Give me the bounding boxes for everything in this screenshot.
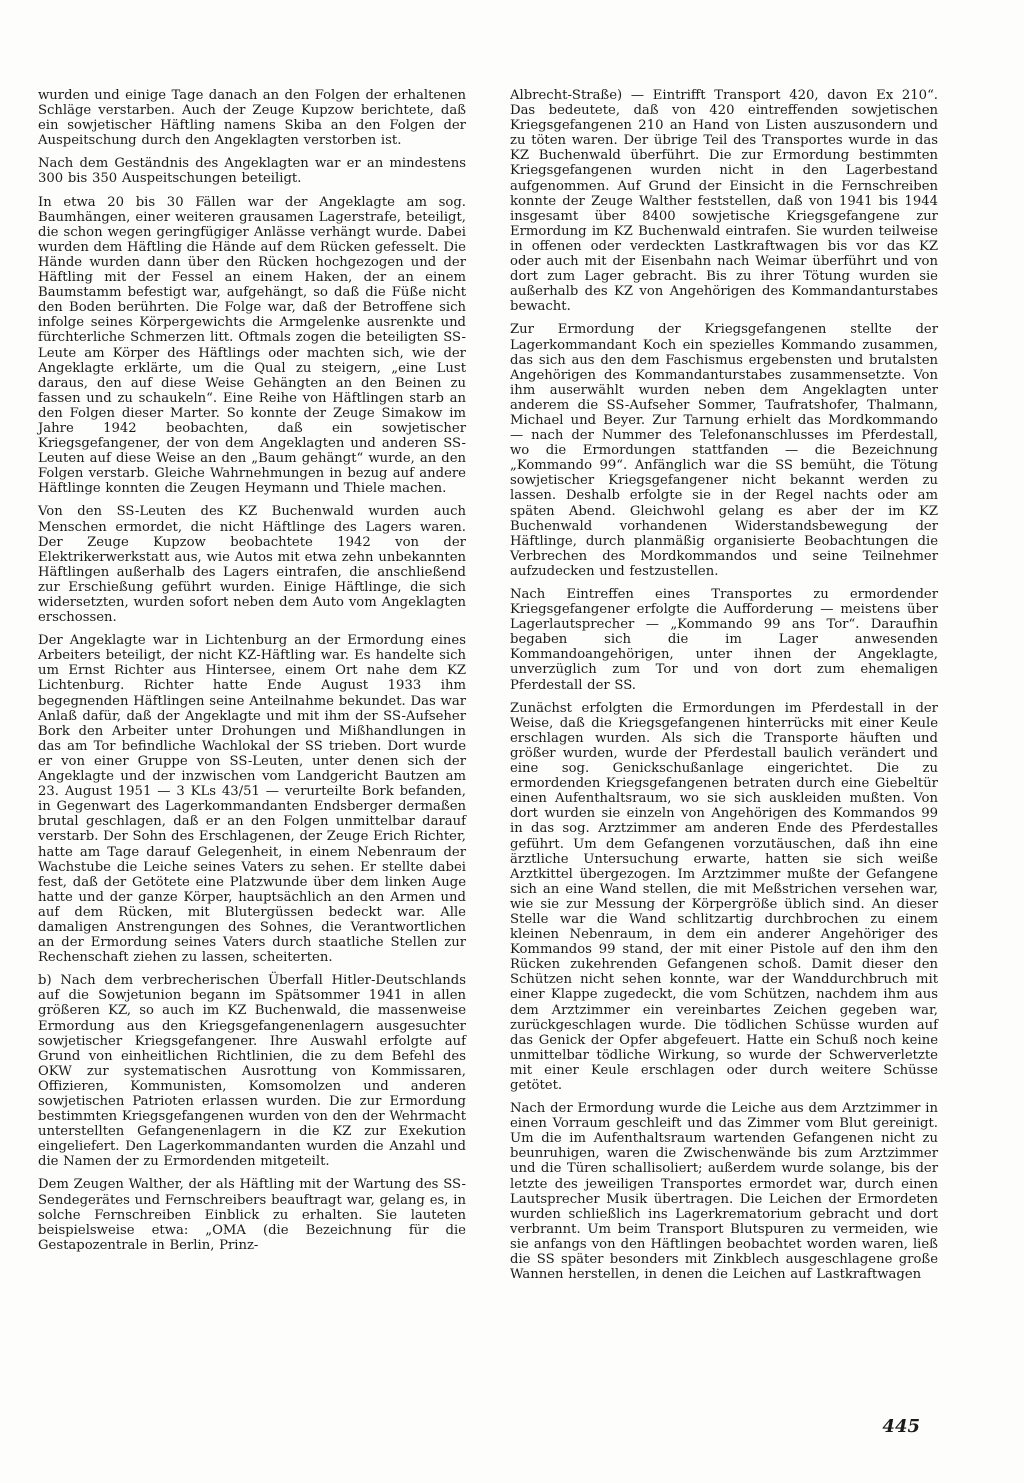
paragraph: Zunächst erfolgten die Ermordungen im Pferdestall in der Weise, daß die Kriegsgefangenen hinterrücks mit einer Keule erschlagen wurden. Als sich die Transporte häuften und größer wurden, wurde der Pferdestall baulich verändert und eine sog. Genickschußanlage eingerichtet. Die zu ermordenden Kriegsgefangenen betraten durch eine Giebeltür einen Aufenthaltsraum, wo sie sich auskleiden mußten. Von dort wurden sie einzeln von Angehörigen des Kommandos 99 in das sog. Arztzimmer am anderen Ende des Pferdestalles geführt. Um dem Gefangenen vorzutäuschen, daß ihn eine ärztliche Untersuchung erwarte, hatten sie sich weiße Arztkittel übergezogen. Im Arztzimmer mußte der Gefangene sich an eine Wand stellen, die mit Meßstrichen versehen war, wie sie zur Messung der Körpergröße üblich sind. An dieser Stelle war die Wand schlitzartig durchbrochen zu einem kleinen Nebenraum, in dem ein anderer Angehöriger des Kommandos 99 stand, der mit einer Pistole auf den ihm den Rücken zukehrenden Gefangenen schoß. Damit dieser den Schützen nicht sehen konnte, war der Wanddurchbruch mit einer Klappe zugedeckt, die vom Schützen, nachdem ihm aus dem Arztzimmer ein vereinbartes Zeichen gegeben war, zurückgeschlagen wurde. Die tödlichen Schüsse wurden auf das Genick der Opfer abgefeuert. Hatte ein Schuß noch keine unmittelbar tödliche Wirkung, so wurde der Schwerverletzte mit einer Keule erschlagen oder durch weitere Schüsse getötet. bbox=[510, 700, 938, 1093]
paragraph: Nach der Ermordung wurde die Leiche aus dem Arztzimmer in einen Vorraum geschleift und das Zimmer vom Blut gereinigt. Um die im Aufenthaltsraum wartenden Gefangenen nicht zu beunruhigen, waren die Zwischenwände bis zum Arztzimmer und die Türen schallisoliert; außerdem wurde solange, bis der letzte des jeweiligen Transportes ermordet war, durch einen Lautsprecher Musik übertragen. Die Leichen der Ermordeten wurden schließlich ins Lagerkrematorium gebracht und dort verbrannt. Um beim Transport Blutspuren zu vermeiden, wie sie anfangs von den Häftlingen beobachtet worden waren, ließ die SS später besonders mit Zinkblech ausgeschlagene große Wannen herstellen, in denen die Leichen auf Lastkraftwagen bbox=[510, 1101, 938, 1283]
right-column bbox=[510, 88, 938, 1290]
paragraph: Der Angeklagte war in Lichtenburg an der Ermordung eines Arbeiters beteiligt, der nicht KZ-Häftling war. Es handelte sich um Ernst Richter aus Hintersee, einem Ort nahe dem KZ Lichtenburg. Richter hatte Ende August 1933 ihm begegnenden Häftlingen seine Anteilnahme bekundet. Das war Anlaß dafür, daß der Angeklagte und mit ihm der SS-Aufseher Bork den Arbeiter unter Drohungen und Mißhandlungen in das am Tor befindliche Wachlokal der SS trieben. Dort wurde er von einer Gruppe von SS-Leuten, unter denen sich der Angeklagte und der inzwischen vom Landgericht Bautzen am 23. August 1951 — 3 KLs 43/51 — verurteilte Bork befanden, in Gegenwart des Lagerkommandanten Endsberger dermaßen brutal geschlagen, daß er an den Folgen unmittelbar darauf verstarb. Der Sohn des Erschlagenen, der Zeuge Erich Richter, hatte am Tage darauf Gelegenheit, in einem Nebenraum der Wachstube die Leiche seines Vaters zu sehen. Er stellte dabei fest, daß der Getötete eine Platzwunde über dem linken Auge hatte und der ganze Körper, hauptsächlich an den Armen und auf dem Rücken, mit Blutergüssen bedeckt war. Alle damaligen Anstrengungen des Sohnes, die Verantwortlichen an der Ermordung seines Vaters durch staatliche Stellen zur Rechenschaft ziehen zu lassen, scheiterten. bbox=[38, 633, 466, 966]
paragraph: In etwa 20 bis 30 Fällen war der Angeklagte am sog. Baumhängen, einer weiteren grausamen Lagerstrafe, beteiligt, die schon wegen geringfügiger Anlässe verhängt wurde. Dabei wurden dem Häftling die Hände auf dem Rücken gefesselt. Die Hände wurden dann über den Rücken hochgezogen und der Häftling mit der Fessel an einem Haken, der an einem Baumstamm befestigt war, aufgehängt, so daß die Füße nicht den Boden berührten. Die Folge war, daß der Betroffene sich infolge seines Körpergewichts die Armgelenke ausrenkte und fürchterliche Schmerzen litt. Oftmals zogen die beteiligten SS-Leute am Körper des Häftlings oder machten sich, wie der Angeklagte erklärte, um die Qual zu steigern, „eine Lust daraus, den auf diese Weise Gehängten an den Beinen zu fassen und zu schaukeln“. Eine Reihe von Häftlingen starb an den Folgen dieser Marter. So konnte der Zeuge Simakow im Jahre 1942 beobachten, daß ein sowjetischer Kriegsgefangener, der von dem Angeklagten und anderen SS-Leuten auf diese Weise an den „Baum gehängt“ wurde, an den Folgen verstarb. Gleiche Wahrnehmungen in bezug auf andere Häftlinge konnten die Zeugen Heymann und Thiele machen. bbox=[38, 194, 466, 497]
paragraph: b) Nach dem verbrecherischen Überfall Hitler-Deutschlands auf die Sowjetunion begann im Spätsommer 1941 in allen größeren KZ, so auch im KZ Buchenwald, die massenweise Ermordung aus den Kriegsgefangenenlagern ausgesuchter sowjetischer Kriegsgefangener. Ihre Auswahl erfolgte auf Grund von einheitlichen Richtlinien, die zu dem Befehl des OKW zur systematischen Ausrottung von Kommissaren, Offizieren, Kommunisten, Komsomolzen und anderen sowjetischen Patrioten erlassen wurden. Die zur Ermordung bestimmten Kriegsgefangenen wurden von den der Wehrmacht unterstellten Gefangenenlagern in die KZ zur Exekution eingeliefert. Den Lagerkommandanten wurden die Anzahl und die Namen der zu Ermordenden mitgeteilt. bbox=[38, 973, 466, 1170]
paragraph: Zur Ermordung der Kriegsgefangenen stellte der Lagerkommandant Koch ein spezielles Kommando zusammen, das sich aus den dem Faschismus ergebensten und brutalsten Angehörigen des Kommandanturstabes zusammensetzte. Von ihm auserwählt wurden neben dem Angeklagten unter anderem die SS-Aufseher Sommer, Taufratshofer, Thalmann, Michael und Beyer. Zur Tarnung erhielt das Mordkommando — nach der Nummer des Telefonanschlusses im Pferdestall, wo die Ermordungen stattfanden — die Bezeichnung „Kommando 99“. Anfänglich war die SS bemüht, die Tötung sowjetischer Kriegsgefangener nicht bekannt werden zu lassen. Deshalb erfolgte sie in der Regel nachts oder am späten Abend. Gleichwohl gelang es aber der im KZ Buchenwald vorhandenen Widerstandsbewegung der Häftlinge, durch planmäßig organisierte Beobachtungen die Verbrechen des Mordkommandos und seine Teilnehmer aufzudecken und festzustellen. bbox=[510, 322, 938, 579]
paragraph: wurden und einige Tage danach an den Folgen der erhaltenen Schläge verstarben. Auch der Zeuge Kupzow berichtete, daß ein sowjetischer Häftling namens Skiba an den Folgen der Auspeitschung durch den Angeklagten verstorben ist. bbox=[38, 88, 466, 149]
page-number: 445 bbox=[882, 1416, 920, 1437]
paragraph: Nach dem Geständnis des Angeklagten war er an mindestens 300 bis 350 Auspeitschungen beteiligt. bbox=[38, 156, 466, 187]
paragraph: Von den SS-Leuten des KZ Buchenwald wurden auch Menschen ermordet, die nicht Häftlinge des Lagers waren. Der Zeuge Kupzow beobachtete 1942 von der Elektrikerwerkstatt aus, wie Autos mit etwa zehn unbekannten Häftlingen außerhalb des Lagers eintrafen, die anschließend zur Erschießung geführt wurden. Einige Häftlinge, die sich widersetzten, wurden sofort neben dem Auto vom Angeklagten erschossen. bbox=[38, 504, 466, 626]
paragraph: Albrecht-Straße) — Eintrifft Transport 420, davon Ex 210“. Das bedeutete, daß von 420 eintreffenden sowjetischen Kriegsgefangenen 210 an Hand von Listen auszusondern und zu töten waren. Der übrige Teil des Transportes wurde in das KZ Buchenwald überführt. Die zur Ermordung bestimmten Kriegsgefangenen wurden nicht in den Lagerbestand aufgenommen. Auf Grund der Einsicht in die Fernschreiben konnte der Zeuge Walther feststellen, daß von 1941 bis 1944 insgesamt über 8400 sowjetische Kriegsgefangene zur Ermordung im KZ Buchenwald eintrafen. Sie wurden teilweise in offenen oder verdeckten Lastkraftwagen bis vor das KZ oder auch mit der Eisenbahn nach Weimar überführt und von dort zum Lager gebracht. Bis zu ihrer Tötung wurden sie außerhalb des KZ von Angehörigen des Kommandanturstabes bewacht. bbox=[510, 88, 938, 315]
paragraph: Dem Zeugen Walther, der als Häftling mit der Wartung des SS-Sendegerätes und Fernschreibers beauftragt war, gelang es, in solche Fernschreiben Einblick zu erhalten. Sie lauteten beispielsweise etwa: „OMA (die Bezeichnung für die Gestapozentrale in Berlin, Prinz- bbox=[38, 1177, 466, 1253]
paragraph: Nach Eintreffen eines Transportes zu ermordender Kriegsgefangener erfolgte die Aufforderung — meistens über Lagerlautsprecher — „Kommando 99 ans Tor“. Daraufhin begaben sich die im Lager anwesenden Kommandoangehörigen, unter ihnen der Angeklagte, unverzüglich zum Tor und von dort zum ehemaligen Pferdestall der SS. bbox=[510, 587, 938, 693]
left-column bbox=[38, 88, 466, 1261]
